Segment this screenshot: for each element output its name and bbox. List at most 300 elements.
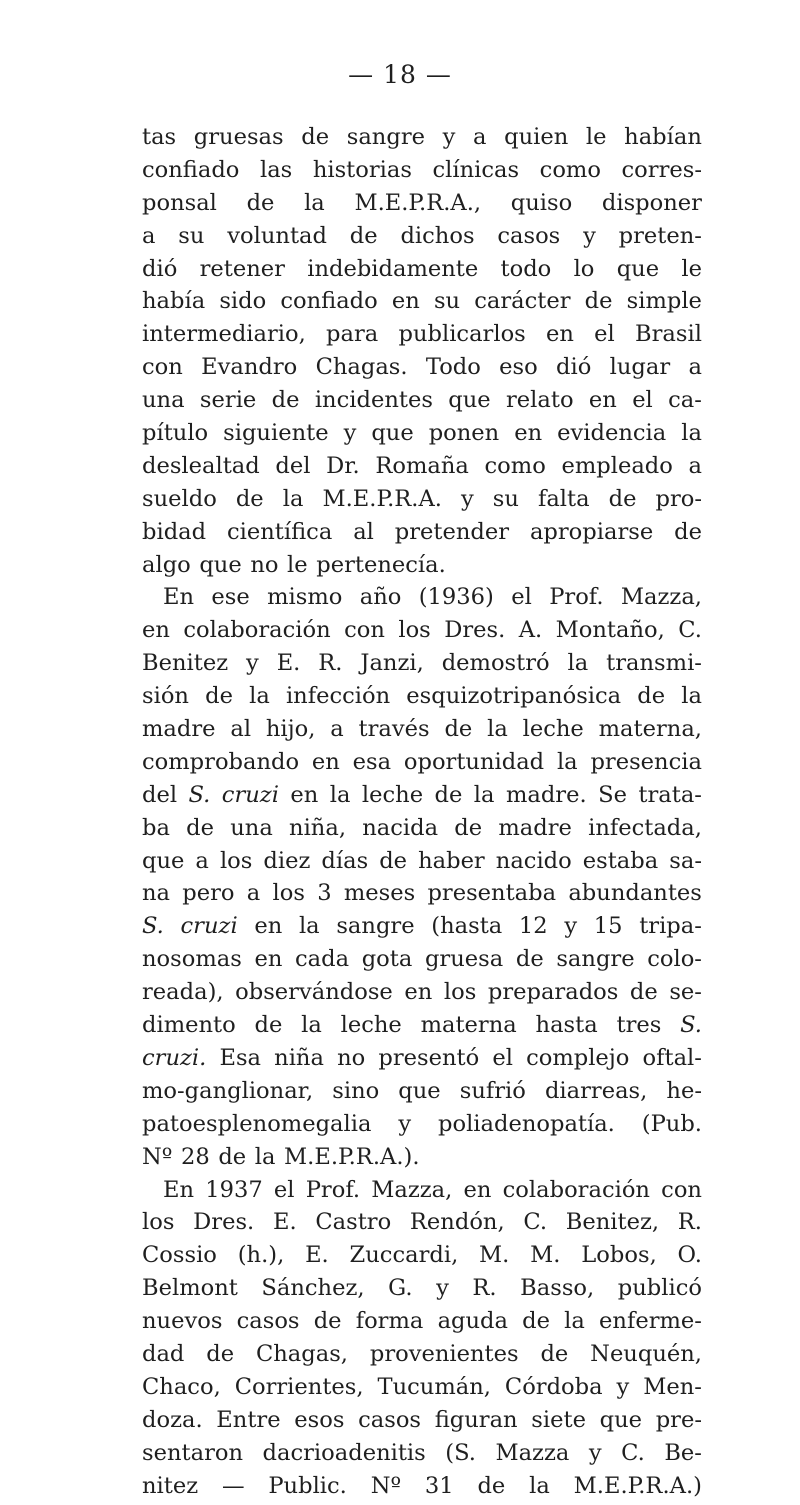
text-word: he- bbox=[666, 1077, 702, 1104]
text-word: en bbox=[290, 781, 319, 808]
text-word: Be- bbox=[664, 1439, 702, 1466]
text-word: en bbox=[391, 288, 420, 315]
text-word: se- bbox=[669, 979, 702, 1006]
text-word: M.E.P.R.A., bbox=[354, 189, 482, 216]
text-word: y bbox=[564, 913, 578, 940]
text-line bbox=[142, 716, 702, 749]
text-word: patoesplenomegalia bbox=[142, 1110, 372, 1137]
text-word: su bbox=[433, 288, 461, 315]
text-word: C. bbox=[523, 1209, 548, 1236]
text-word: Men- bbox=[643, 1373, 702, 1400]
text-word: M.E.P.R.A.). bbox=[284, 1143, 420, 1170]
text-word: — bbox=[221, 1472, 245, 1499]
text-word: los bbox=[272, 880, 305, 907]
text-word: la bbox=[298, 913, 320, 940]
text-line bbox=[142, 815, 702, 848]
text-word: doza. bbox=[142, 1406, 203, 1433]
text-word: Se bbox=[598, 781, 627, 808]
text-word: el bbox=[594, 321, 615, 348]
text-word: materna, bbox=[598, 716, 702, 743]
text-word: R. bbox=[677, 1209, 702, 1236]
text-word: E. bbox=[305, 1242, 329, 1269]
text-line bbox=[142, 1111, 702, 1144]
text-word: pretender bbox=[394, 518, 510, 545]
text-word: que bbox=[199, 551, 242, 578]
text-word: disponer bbox=[601, 189, 702, 216]
text-word: gruesas bbox=[193, 124, 284, 150]
text-word: a bbox=[688, 354, 702, 381]
text-word: En bbox=[163, 584, 195, 611]
text-word: de bbox=[186, 814, 214, 841]
text-line bbox=[142, 650, 702, 683]
text-word: leche bbox=[361, 781, 424, 808]
text-line bbox=[142, 913, 702, 946]
text-word: para bbox=[326, 321, 379, 348]
text-word: madre bbox=[498, 814, 572, 841]
text-word: 1937 bbox=[205, 1176, 263, 1203]
text-word: cruzi bbox=[221, 781, 279, 808]
text-word: sufrió bbox=[459, 1077, 526, 1104]
text-line bbox=[142, 683, 702, 716]
text-word: el bbox=[273, 1176, 295, 1203]
text-word: (1936) bbox=[418, 584, 494, 611]
text-line bbox=[142, 288, 702, 321]
text-line bbox=[142, 157, 702, 190]
text-word: en bbox=[546, 321, 574, 348]
text-line bbox=[142, 880, 702, 913]
text-word: la bbox=[304, 189, 325, 216]
text-word: que bbox=[616, 255, 660, 282]
text-word: Nº bbox=[370, 1472, 402, 1499]
page-number: — 18 — bbox=[348, 60, 452, 89]
text-word: la bbox=[487, 716, 508, 743]
text-word: en bbox=[404, 979, 433, 1006]
text-line bbox=[142, 1242, 702, 1275]
text-line bbox=[142, 1308, 702, 1341]
text-word: como bbox=[484, 452, 546, 479]
text-word: pre- bbox=[655, 1406, 702, 1433]
text-word: Zuccardi, bbox=[349, 1242, 459, 1269]
text-word: E. bbox=[276, 650, 301, 677]
text-word: una bbox=[142, 387, 185, 414]
text-word: días bbox=[321, 847, 369, 874]
text-word: nacida bbox=[362, 814, 439, 841]
text-word: el bbox=[492, 1044, 513, 1071]
text-word: (hasta bbox=[431, 913, 503, 940]
text-word: sentaron bbox=[142, 1439, 244, 1466]
text-word: deslealtad bbox=[142, 452, 260, 479]
text-word: preten- bbox=[618, 222, 702, 249]
text-word: y bbox=[442, 124, 456, 150]
text-word: M. bbox=[530, 1242, 561, 1269]
text-word: S. bbox=[142, 913, 164, 940]
text-word: Dr. bbox=[326, 452, 360, 479]
text-word: tas bbox=[142, 124, 177, 150]
text-word: la bbox=[282, 485, 304, 512]
text-word: que bbox=[398, 1077, 441, 1104]
text-line bbox=[142, 1473, 702, 1505]
text-line bbox=[142, 1440, 702, 1473]
text-word: dimento bbox=[142, 1012, 236, 1039]
text-word: de bbox=[477, 1472, 506, 1499]
text-line bbox=[142, 1374, 702, 1407]
text-word: En bbox=[163, 1176, 195, 1203]
text-word: la bbox=[254, 1143, 276, 1170]
text-word: Entre bbox=[216, 1406, 281, 1433]
text-word: de bbox=[674, 518, 702, 545]
text-word: poliadenopatía. bbox=[438, 1110, 615, 1137]
text-word: bidad bbox=[142, 518, 207, 545]
text-word: le bbox=[681, 255, 702, 282]
text-word: tripa- bbox=[639, 913, 702, 940]
text-word: aguda bbox=[437, 1308, 508, 1335]
text-word: serie bbox=[199, 387, 257, 414]
text-word: quien bbox=[504, 124, 569, 150]
text-word: a bbox=[246, 880, 261, 907]
text-word: la bbox=[567, 650, 589, 677]
text-word: de bbox=[254, 1012, 283, 1039]
text-word: oftal- bbox=[642, 1044, 702, 1071]
text-word: A. bbox=[518, 617, 543, 644]
text-word: de bbox=[629, 979, 658, 1006]
text-word: ese bbox=[211, 584, 250, 611]
text-line bbox=[142, 190, 702, 223]
text-word: hasta bbox=[535, 1012, 598, 1039]
text-word: las bbox=[259, 156, 293, 183]
text-word: sangre bbox=[336, 913, 415, 940]
text-word: S. bbox=[680, 1012, 702, 1039]
text-line bbox=[142, 617, 702, 650]
text-word: de bbox=[608, 485, 637, 512]
text-word: diarreas, bbox=[544, 1077, 648, 1104]
text-word: esquizotripanósica bbox=[406, 683, 622, 710]
text-word: Benitez bbox=[142, 650, 229, 677]
text-word: le bbox=[585, 124, 607, 150]
text-word: Mazza, bbox=[371, 1176, 453, 1203]
text-word: del bbox=[142, 781, 178, 808]
text-word: algo bbox=[142, 551, 191, 578]
text-word: y bbox=[583, 222, 596, 249]
text-word: confiado bbox=[142, 156, 240, 183]
text-word: haber bbox=[418, 847, 485, 874]
text-word: de bbox=[540, 1340, 569, 1367]
text-word: reada), bbox=[142, 979, 224, 1006]
text-word: pro- bbox=[655, 485, 702, 512]
text-word: nuevos bbox=[142, 1308, 223, 1335]
text-word: de bbox=[246, 189, 275, 216]
text-word: de bbox=[584, 288, 613, 315]
text-word: 31 bbox=[424, 1472, 454, 1499]
text-word: el bbox=[632, 387, 653, 414]
text-word: Todo bbox=[425, 354, 481, 381]
text-word: esa bbox=[352, 748, 392, 775]
text-word: Córdoba bbox=[504, 1373, 603, 1400]
text-word: dad bbox=[142, 1340, 185, 1367]
text-word: 3 bbox=[317, 880, 332, 907]
text-word: en bbox=[254, 913, 283, 940]
text-word: Tucumán, bbox=[377, 1373, 491, 1400]
text-word: y bbox=[436, 1275, 449, 1302]
text-word: incidentes bbox=[314, 387, 433, 414]
text-word: el bbox=[511, 584, 532, 611]
text-word: casos bbox=[497, 222, 561, 249]
text-word: la bbox=[681, 420, 702, 447]
text-word: que bbox=[448, 387, 491, 414]
text-word: de bbox=[206, 1340, 235, 1367]
text-word: simple bbox=[626, 288, 702, 315]
text-word: esos bbox=[294, 1406, 345, 1433]
text-line bbox=[142, 848, 702, 881]
text-word: través bbox=[358, 716, 430, 743]
text-line bbox=[142, 584, 702, 617]
text-word: cruzi bbox=[180, 913, 238, 940]
text-word: Castro bbox=[315, 1209, 392, 1236]
text-word: na bbox=[142, 880, 171, 907]
text-word: R. bbox=[472, 1275, 497, 1302]
text-word: tres bbox=[616, 1012, 662, 1039]
text-line bbox=[142, 387, 702, 420]
text-word: Mazza bbox=[495, 1439, 570, 1466]
text-line bbox=[142, 1144, 702, 1177]
text-word: siete bbox=[531, 1406, 586, 1433]
text-line bbox=[142, 1275, 702, 1308]
text-word: hijo, bbox=[265, 716, 316, 743]
text-word: Prof. bbox=[549, 584, 604, 611]
text-word: abundantes bbox=[568, 880, 702, 907]
text-word: los bbox=[142, 1209, 175, 1236]
text-word: de bbox=[271, 387, 300, 414]
text-word: colo- bbox=[647, 946, 702, 973]
text-line bbox=[142, 1209, 702, 1242]
text-word: enferme- bbox=[599, 1308, 702, 1335]
text-word: publicó bbox=[617, 1275, 702, 1302]
text-word: como bbox=[539, 156, 601, 183]
text-word: falta bbox=[537, 485, 590, 512]
text-word: diez bbox=[263, 847, 311, 874]
text-word: en bbox=[463, 1176, 492, 1203]
text-word: de bbox=[444, 716, 473, 743]
text-word: Dres. bbox=[444, 617, 506, 644]
text-word: G. bbox=[388, 1275, 413, 1302]
text-word: en bbox=[311, 748, 340, 775]
text-word: en bbox=[142, 617, 170, 644]
text-word: en bbox=[588, 387, 617, 414]
text-word: lugar bbox=[609, 354, 671, 381]
text-word: Cossio bbox=[142, 1242, 217, 1269]
text-word: con bbox=[661, 1176, 702, 1203]
text-word: de bbox=[205, 683, 233, 710]
text-word: Esa bbox=[219, 1044, 262, 1071]
text-line bbox=[142, 223, 702, 256]
text-word: de bbox=[522, 1308, 550, 1335]
text-word: leche bbox=[522, 716, 584, 743]
text-word: a bbox=[473, 124, 487, 150]
text-word: Rendón, bbox=[409, 1209, 505, 1236]
text-word: Benitez, bbox=[565, 1209, 660, 1236]
text-line bbox=[142, 1341, 702, 1374]
text-word: voluntad bbox=[227, 222, 327, 249]
text-word: Basso, bbox=[520, 1275, 595, 1302]
text-word: figuran bbox=[434, 1406, 518, 1433]
text-word: de bbox=[454, 814, 483, 841]
text-word: presencia bbox=[590, 748, 702, 775]
text-word: 15 bbox=[593, 913, 623, 940]
text-word: a bbox=[330, 716, 344, 743]
text-word: Nº bbox=[142, 1143, 173, 1170]
text-word: ba bbox=[142, 814, 170, 841]
text-word: Chaco, bbox=[142, 1373, 221, 1400]
text-word: mo-ganglionar, bbox=[142, 1077, 314, 1104]
text-line bbox=[142, 979, 702, 1012]
text-word: sangre bbox=[556, 946, 635, 973]
text-word: intermediario, bbox=[142, 321, 306, 348]
text-word: forma bbox=[355, 1308, 424, 1335]
text-word: pítulo bbox=[142, 420, 209, 447]
text-word: a bbox=[142, 222, 156, 249]
text-word: de bbox=[235, 485, 264, 512]
text-word: su bbox=[178, 222, 205, 249]
text-word: quiso bbox=[510, 189, 573, 216]
text-word: presentó bbox=[378, 1044, 480, 1071]
text-word: no bbox=[337, 1044, 366, 1071]
text-word: habían bbox=[624, 124, 702, 150]
text-word: Janzi, bbox=[360, 650, 424, 677]
text-word: dacrioadenitis bbox=[262, 1439, 426, 1466]
text-word: sido bbox=[219, 288, 267, 315]
text-word: Romaña bbox=[375, 452, 469, 479]
text-word: sangre bbox=[346, 124, 425, 150]
text-word: de bbox=[313, 1308, 342, 1335]
text-word: de bbox=[218, 1143, 247, 1170]
text-word: E. bbox=[272, 1209, 297, 1236]
text-word: y bbox=[246, 650, 259, 677]
text-word: no bbox=[250, 551, 279, 578]
text-word: la bbox=[329, 781, 351, 808]
text-word: lo bbox=[573, 255, 595, 282]
text-word: y bbox=[616, 1373, 630, 1400]
text-word: Lobos, bbox=[581, 1242, 657, 1269]
text-word: ca- bbox=[668, 387, 702, 414]
text-word: casos bbox=[358, 1406, 422, 1433]
text-word: mismo bbox=[267, 584, 343, 611]
text-word: (h.), bbox=[237, 1242, 285, 1269]
text-word: al bbox=[230, 716, 252, 743]
text-word: Montaño, bbox=[555, 617, 665, 644]
text-line bbox=[142, 321, 702, 354]
text-word: Brasil bbox=[635, 321, 702, 348]
text-line bbox=[142, 420, 702, 453]
text-word: corres- bbox=[621, 156, 702, 183]
text-word: M. bbox=[479, 1242, 510, 1269]
text-word: los bbox=[443, 979, 477, 1006]
text-word: que bbox=[142, 847, 185, 874]
text-word: al bbox=[353, 518, 374, 545]
text-word: con bbox=[142, 354, 183, 381]
text-word: siguiente bbox=[223, 420, 329, 447]
text-word: colaboración bbox=[502, 1176, 650, 1203]
text-word: carácter bbox=[474, 288, 571, 315]
text-word: preparados bbox=[487, 979, 619, 1006]
text-word: una bbox=[230, 814, 273, 841]
text-line bbox=[142, 1078, 702, 1111]
text-word: de bbox=[301, 124, 330, 150]
text-word: evidencia bbox=[557, 420, 667, 447]
text-word: a bbox=[195, 847, 209, 874]
text-word: empleado bbox=[561, 452, 673, 479]
text-word: ponsal bbox=[142, 189, 217, 216]
text-word: Evandro bbox=[201, 354, 298, 381]
text-word: C. bbox=[678, 617, 702, 644]
text-word: casos bbox=[236, 1308, 300, 1335]
text-word: Chagas. bbox=[315, 354, 408, 381]
text-line bbox=[142, 1407, 702, 1440]
text-word: retener bbox=[199, 255, 285, 282]
text-line bbox=[142, 486, 702, 519]
text-word: nacido bbox=[495, 847, 572, 874]
text-word: de bbox=[434, 781, 463, 808]
text-word: gruesa bbox=[424, 946, 504, 973]
text-word: eso bbox=[499, 354, 538, 381]
text-word: científica bbox=[226, 518, 333, 545]
text-word: dichos bbox=[400, 222, 475, 249]
text-line bbox=[142, 552, 702, 585]
text-word: en bbox=[254, 946, 283, 973]
text-word: Dres. bbox=[193, 1209, 255, 1236]
text-line bbox=[142, 782, 702, 815]
text-word: y bbox=[588, 1439, 602, 1466]
text-word: infección bbox=[285, 683, 391, 710]
text-word: todo bbox=[500, 255, 552, 282]
text-word: cruzi. bbox=[142, 1044, 207, 1071]
text-word: colaboración bbox=[183, 617, 331, 644]
text-word: pertenecía. bbox=[316, 551, 446, 578]
text-line bbox=[142, 1045, 702, 1078]
text-word: Chagas, bbox=[255, 1340, 348, 1367]
text-word: ponen bbox=[428, 420, 500, 447]
text-word: meses bbox=[343, 880, 416, 907]
text-word: relato bbox=[506, 387, 574, 414]
text-word: que bbox=[599, 1406, 643, 1433]
text-word: oportunidad bbox=[403, 748, 545, 775]
text-word: sa- bbox=[669, 847, 702, 874]
text-word: la bbox=[564, 1308, 585, 1335]
text-word: M.E.P.R.A.) bbox=[573, 1472, 702, 1499]
text-line bbox=[142, 519, 702, 552]
text-word: de bbox=[379, 847, 408, 874]
text-word: historias bbox=[312, 156, 412, 183]
text-word: transmi- bbox=[606, 650, 702, 677]
text-word: su bbox=[492, 485, 519, 512]
text-word: C. bbox=[621, 1439, 645, 1466]
text-word: clínicas bbox=[432, 156, 520, 183]
text-word: apropiarse bbox=[529, 518, 654, 545]
text-word: (Pub. bbox=[641, 1110, 702, 1137]
text-line bbox=[142, 453, 702, 486]
text-word: presentaba bbox=[427, 880, 557, 907]
text-word: de bbox=[349, 222, 378, 249]
text-word: la bbox=[473, 781, 495, 808]
text-line bbox=[142, 354, 702, 387]
text-word: los bbox=[219, 847, 253, 874]
text-word: Public. bbox=[268, 1472, 347, 1499]
text-word: Mazza, bbox=[620, 584, 702, 611]
text-word: S. bbox=[188, 781, 211, 808]
text-word: R. bbox=[318, 650, 343, 677]
text-word: los bbox=[398, 617, 431, 644]
text-word: sión bbox=[142, 683, 189, 710]
text-word: había bbox=[142, 288, 206, 315]
text-word: 28 bbox=[180, 1143, 210, 1170]
